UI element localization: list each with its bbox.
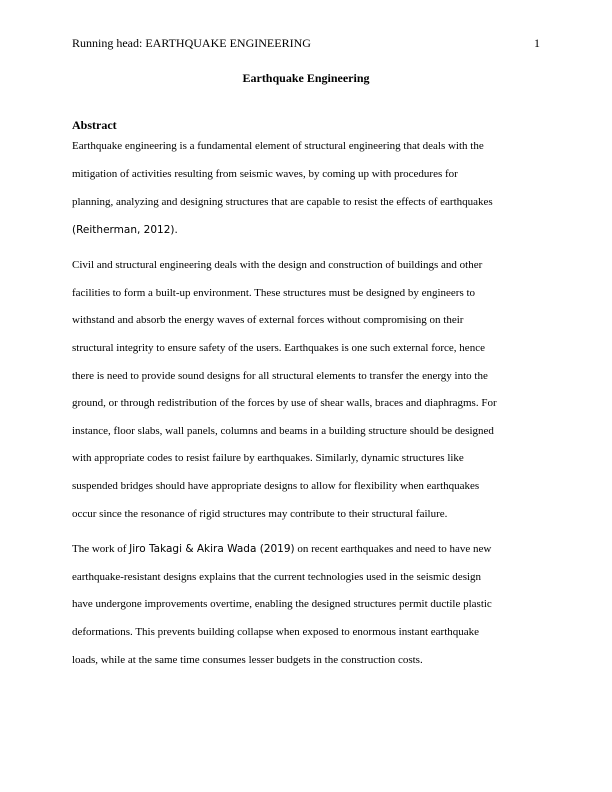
paragraph-text: The work of: [72, 543, 130, 555]
citation: Jiro Takagi & Akira Wada (2019): [129, 543, 295, 555]
paragraph-line: instance, floor slabs, wall panels, columns and beams in a building structure should be designed: [72, 425, 494, 437]
paragraph-line: suspended bridges should have appropriate designs to allow for flexibility when earthquakes: [72, 480, 480, 492]
page-number: 1: [534, 36, 540, 50]
paragraph-line: planning, analyzing and designing structures that are capable to resist the effects of earthquakes: [72, 196, 493, 208]
paragraph-line: loads, while at the same time consumes lesser budgets in the construction costs.: [72, 654, 423, 666]
document-title: Earthquake Engineering: [242, 71, 370, 85]
paragraph-line: [72, 543, 491, 555]
paragraph-line: mitigation of activities resulting from seismic waves, by coming up with procedures for: [72, 168, 458, 180]
paragraph-line: ground, or through redistribution of the forces by use of shear walls, braces and diaphragms. For: [72, 397, 497, 409]
abstract-heading: Abstract: [72, 118, 117, 132]
paragraph-line: with appropriate codes to resist failure by earthquakes. Similarly, dynamic structures like: [72, 452, 464, 464]
paragraph-line: earthquake-resistant designs explains that the current technologies used in the seismic design: [72, 571, 482, 583]
paragraph-line: withstand and absorb the energy waves of external forces without compromising on their: [72, 314, 464, 326]
paragraph-line: Earthquake engineering is a fundamental element of structural engineering that deals with the: [72, 140, 484, 152]
paragraph-line: there is need to provide sound designs for all structural elements to transfer the energy into the: [72, 370, 488, 382]
paragraph-line: structural integrity to ensure safety of the users. Earthquakes is one such external force, hence: [72, 342, 485, 354]
paragraph-line: (Reitherman, 2012).: [72, 224, 178, 236]
paragraph-line: have undergone improvements overtime, enabling the designed structures permit ductile plastic: [72, 598, 492, 610]
running-head: Running head: EARTHQUAKE ENGINEERING: [72, 36, 311, 50]
page-header: [72, 36, 540, 52]
paragraph-line: facilities to form a built-up environment. These structures must be designed by engineers to: [72, 287, 476, 299]
paragraph-line: occur since the resonance of rigid structures may contribute to their structural failure.: [72, 508, 448, 520]
paragraph-text: on recent earthquakes and need to have new: [294, 543, 492, 555]
paragraph-line: deformations. This prevents building collapse when exposed to enormous instant earthquake: [72, 626, 480, 638]
paragraph-line: Civil and structural engineering deals with the design and construction of buildings and other: [72, 259, 483, 271]
